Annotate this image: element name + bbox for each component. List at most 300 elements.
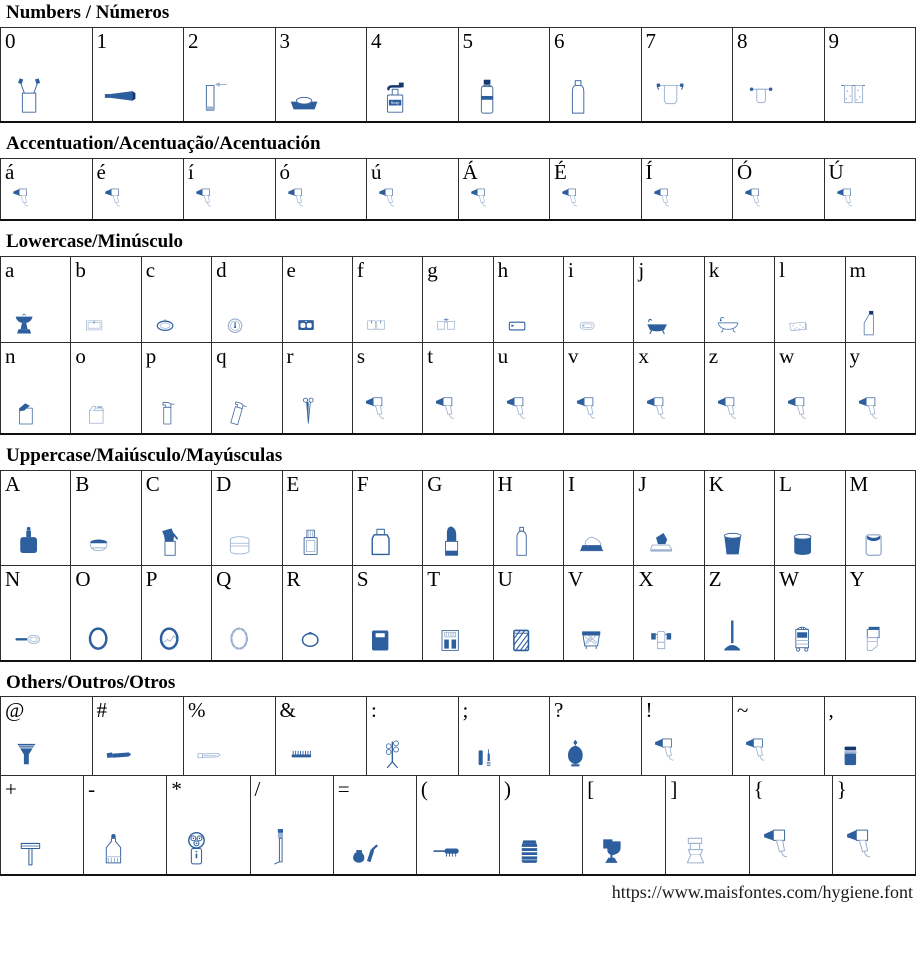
toilet-roll-holder-icon bbox=[643, 615, 679, 655]
glyph-cell bbox=[423, 256, 493, 342]
hand-mirror-icon bbox=[10, 615, 46, 655]
glyph-cell bbox=[564, 256, 634, 342]
glyph-cell bbox=[1, 470, 71, 565]
section-title-accentuation: Accentuation/Acentuação/Acentuación bbox=[6, 132, 321, 154]
glyph-cell bbox=[845, 342, 916, 434]
hair-dryer-icon bbox=[432, 393, 464, 428]
glyph-cell bbox=[458, 27, 550, 122]
glyph-cell bbox=[367, 158, 459, 220]
glyph-cell bbox=[733, 697, 825, 776]
glyph-char-label: L bbox=[779, 471, 792, 496]
glyph-char-label: d bbox=[216, 257, 227, 282]
glyph-char-label: ( bbox=[420, 777, 428, 802]
glyph-cell bbox=[184, 158, 276, 220]
glyph-cell bbox=[141, 565, 211, 661]
glyph-cell bbox=[212, 342, 282, 434]
double-sink-filled-icon bbox=[292, 306, 320, 337]
glyph-cell bbox=[1, 776, 84, 876]
hair-dryer-icon bbox=[193, 185, 219, 214]
glyph-char-label: / bbox=[254, 777, 261, 802]
glyph-cell bbox=[275, 697, 367, 776]
hair-dryer-icon bbox=[10, 185, 36, 214]
hair-dryer-icon bbox=[855, 393, 887, 428]
glyph-char-label: é bbox=[96, 159, 106, 184]
sections-root bbox=[0, 3, 916, 876]
glyph-cell bbox=[423, 342, 493, 434]
glyph-char-label: - bbox=[88, 777, 96, 802]
glyph-char-label: w bbox=[779, 343, 795, 368]
glyph-char-label: & bbox=[279, 698, 296, 723]
cleaning-cart-icon bbox=[784, 615, 820, 655]
glyph-char-label: I bbox=[568, 471, 575, 496]
glyph-cell bbox=[775, 565, 845, 661]
glyph-char-label: b bbox=[75, 257, 86, 282]
scale-solid-icon bbox=[362, 615, 398, 655]
glyph-cell bbox=[92, 158, 184, 220]
glyph-char-label: s bbox=[356, 343, 366, 368]
water-bottle-icon bbox=[468, 74, 506, 116]
glyph-char-label: ) bbox=[504, 777, 512, 802]
glyph-char-label: u bbox=[497, 343, 509, 368]
spray-bottle-icon bbox=[151, 393, 183, 428]
double-sink-outline-icon bbox=[362, 306, 390, 337]
towel-stand-icon bbox=[376, 734, 409, 770]
glyph-cell bbox=[634, 565, 704, 661]
glyph-cell bbox=[641, 697, 733, 776]
glyph-cell bbox=[775, 470, 845, 565]
glyph-char-label: Í bbox=[645, 159, 653, 184]
glyph-char-label: ! bbox=[645, 698, 653, 723]
section-accentuation bbox=[0, 134, 916, 221]
glyph-cell bbox=[1, 565, 71, 661]
glyph-cell bbox=[92, 27, 184, 122]
glyph-cell bbox=[493, 256, 563, 342]
glyph-char-label: V bbox=[568, 566, 584, 591]
glyph-char-label: l bbox=[779, 257, 785, 282]
glyph-cell bbox=[493, 470, 563, 565]
glyph-char-label: Q bbox=[216, 566, 232, 591]
glyph-cell bbox=[352, 565, 422, 661]
glyph-char-label: 9 bbox=[828, 28, 839, 53]
soap-dispenser-icon bbox=[376, 74, 414, 116]
glyph-cell bbox=[1, 697, 93, 776]
glyph-char-label: x bbox=[638, 343, 649, 368]
glyph-cell bbox=[212, 470, 282, 565]
glyph-table-uppercase-row2 bbox=[0, 565, 916, 662]
glyph-char-label: + bbox=[5, 777, 17, 802]
glyph-cell bbox=[352, 470, 422, 565]
glyph-cell bbox=[775, 256, 845, 342]
glyph-cell bbox=[641, 27, 733, 122]
glyph-char-label: W bbox=[779, 566, 799, 591]
glyph-char-label: h bbox=[497, 257, 509, 282]
scale-outline-icon bbox=[432, 615, 468, 655]
glyph-char-label: O bbox=[75, 566, 91, 591]
glyph-char-label: F bbox=[356, 471, 369, 496]
glyph-char-label: N bbox=[5, 566, 21, 591]
glyph-char-label: 3 bbox=[279, 28, 290, 53]
glyph-cell bbox=[250, 776, 333, 876]
toothpaste-tube-icon bbox=[102, 74, 140, 116]
glyph-cell bbox=[71, 565, 141, 661]
glyph-cell bbox=[84, 776, 167, 876]
cosmetic-jar-icon bbox=[834, 734, 867, 770]
funnel-icon bbox=[10, 734, 43, 770]
toilet-outline-icon bbox=[675, 824, 716, 869]
glyph-char-label: í bbox=[188, 159, 194, 184]
lotion-bottle-icon bbox=[362, 519, 399, 560]
sink-round-icon bbox=[221, 306, 249, 337]
glyph-char-label: 1 bbox=[96, 28, 107, 53]
hair-dryer-icon bbox=[643, 393, 675, 428]
glyph-cell bbox=[583, 776, 666, 876]
glyph-cell bbox=[352, 342, 422, 434]
perfume-outline-icon bbox=[292, 519, 329, 560]
glyph-cell bbox=[564, 342, 634, 434]
glyph-char-label: 8 bbox=[737, 28, 748, 53]
glyph-cell bbox=[458, 158, 550, 220]
glyph-table-lowercase-row2 bbox=[0, 342, 916, 435]
glyph-cell bbox=[367, 697, 459, 776]
glyph-cell bbox=[275, 27, 367, 122]
glyph-cell bbox=[550, 158, 642, 220]
glyph-cell bbox=[634, 342, 704, 434]
glyph-cell bbox=[71, 470, 141, 565]
trash-can-icon bbox=[855, 519, 892, 560]
glyph-cell bbox=[184, 697, 276, 776]
svg-text:Soap: Soap bbox=[390, 100, 400, 106]
glyph-char-label: j bbox=[638, 257, 645, 282]
glyph-char-label: = bbox=[337, 777, 350, 802]
glyph-cell bbox=[733, 27, 825, 122]
toothbrush-cup-icon bbox=[10, 74, 48, 116]
hair-dryer-icon bbox=[834, 185, 860, 214]
glyph-char-label: q bbox=[216, 343, 227, 368]
glyph-specimen-page bbox=[0, 3, 916, 903]
pedestal-sink-icon bbox=[10, 306, 38, 337]
glyph-char-label: 4 bbox=[371, 28, 382, 53]
double-sink-tap-icon bbox=[432, 306, 460, 337]
glyph-char-label: , bbox=[828, 698, 834, 723]
glyph-char-label: Ó bbox=[737, 159, 753, 184]
glyph-char-label: D bbox=[216, 471, 232, 496]
glyph-cell bbox=[749, 776, 832, 876]
glyph-char-label: B bbox=[75, 471, 90, 496]
hair-dryer-icon bbox=[714, 393, 746, 428]
glyph-cell bbox=[1, 158, 93, 220]
cream-tube-icon bbox=[151, 519, 188, 560]
glyph-char-label: 7 bbox=[645, 28, 656, 53]
glyph-char-label: Ú bbox=[828, 159, 844, 184]
glyph-cell bbox=[564, 565, 634, 661]
glyph-cell bbox=[493, 342, 563, 434]
glyph-cell bbox=[500, 776, 583, 876]
towel-rail-icon bbox=[651, 74, 689, 116]
glyph-cell bbox=[564, 470, 634, 565]
glyph-char-label: % bbox=[188, 698, 206, 723]
shave-bottle-icon bbox=[93, 824, 134, 869]
glyph-cell bbox=[141, 256, 211, 342]
glyph-cell bbox=[733, 158, 825, 220]
footer-url: https://www.maisfontes.com/hygiene.font bbox=[611, 882, 913, 903]
glyph-char-label: ú bbox=[371, 159, 382, 184]
glyph-cell bbox=[845, 565, 916, 661]
hair-dryer-icon bbox=[759, 824, 800, 869]
glyph-cell bbox=[275, 158, 367, 220]
glyph-char-label: K bbox=[708, 471, 724, 496]
razor-solid-icon bbox=[102, 734, 135, 770]
striped-jar-icon bbox=[509, 824, 550, 869]
section-title-others: Others/Outros/Otros bbox=[6, 671, 176, 693]
bottle-round-icon bbox=[559, 74, 597, 116]
glyph-char-label: M bbox=[849, 471, 869, 496]
sink-oval-icon bbox=[151, 306, 179, 337]
glyph-cell bbox=[634, 256, 704, 342]
shaving-set-icon bbox=[343, 824, 384, 869]
glyph-char-label: J bbox=[638, 471, 647, 496]
lipstick-icon bbox=[432, 519, 469, 560]
section-others bbox=[0, 673, 916, 877]
glyph-char-label: f bbox=[356, 257, 364, 282]
glyph-char-label: m bbox=[849, 257, 866, 282]
glyph-cell bbox=[458, 697, 550, 776]
glyph-char-label: 5 bbox=[462, 28, 473, 53]
glyph-cell bbox=[666, 776, 749, 876]
tissue-box-icon bbox=[573, 519, 610, 560]
glyph-cell bbox=[775, 342, 845, 434]
glyph-cell bbox=[167, 776, 250, 876]
scissors-icon bbox=[292, 393, 324, 428]
glyph-cell bbox=[824, 158, 916, 220]
glyph-char-label: A bbox=[5, 471, 21, 496]
glyph-char-label: T bbox=[427, 566, 441, 591]
mascara-set-icon bbox=[468, 734, 501, 770]
spray-bottle-tilted-icon bbox=[221, 393, 253, 428]
towel-rail-small-icon bbox=[742, 74, 780, 116]
mirror-oval-icon bbox=[80, 615, 116, 655]
glyph-cell bbox=[550, 697, 642, 776]
glyph-table-others-row1 bbox=[0, 696, 916, 776]
hair-dryer-icon bbox=[468, 185, 494, 214]
glyph-cell bbox=[282, 470, 352, 565]
razor-outline-icon bbox=[193, 734, 226, 770]
mirror-cracked-icon bbox=[151, 615, 187, 655]
glyph-char-label: k bbox=[708, 257, 720, 282]
tissue-box-flat-icon bbox=[643, 519, 680, 560]
bucket-cylinder-icon bbox=[784, 519, 821, 560]
hair-dryer-icon bbox=[503, 393, 535, 428]
toothpaste-vertical-icon bbox=[193, 74, 231, 116]
hair-dryer-icon bbox=[102, 185, 128, 214]
glyph-char-label: z bbox=[708, 343, 719, 368]
towel-pair-icon bbox=[834, 74, 872, 116]
glyph-char-label: n bbox=[5, 343, 16, 368]
detergent-bottle-icon bbox=[855, 306, 883, 337]
glyph-char-label: É bbox=[554, 159, 567, 184]
hair-dryer-icon bbox=[285, 185, 311, 214]
glyph-cell bbox=[845, 470, 916, 565]
plunger-icon bbox=[714, 615, 750, 655]
glyph-table-numbers-row1 bbox=[0, 27, 916, 123]
sponge-icon bbox=[784, 306, 812, 337]
bathtub-oval-icon bbox=[573, 306, 601, 337]
hair-dryer-icon bbox=[842, 824, 883, 869]
glyph-char-label: ; bbox=[462, 698, 469, 723]
glyph-cell bbox=[184, 27, 276, 122]
hamper-icon bbox=[503, 615, 539, 655]
glyph-char-label: á bbox=[5, 159, 15, 184]
cream-jar-wide-icon bbox=[221, 519, 258, 560]
glyph-cell bbox=[71, 256, 141, 342]
glyph-char-label: i bbox=[568, 257, 574, 282]
hair-dryer-icon bbox=[651, 734, 684, 770]
glyph-char-label: 6 bbox=[554, 28, 565, 53]
glyph-char-label: * bbox=[171, 777, 182, 802]
glyph-char-label: p bbox=[145, 343, 157, 368]
perfume-solid-icon bbox=[10, 519, 47, 560]
glyph-char-label: g bbox=[427, 257, 438, 282]
glyph-cell bbox=[416, 776, 499, 876]
powder-box-icon bbox=[10, 393, 42, 428]
glyph-table-others-row2 bbox=[0, 775, 916, 876]
glyph-char-label: v bbox=[568, 343, 579, 368]
glyph-char-label: P bbox=[145, 566, 158, 591]
glyph-cell bbox=[824, 27, 916, 122]
glyph-char-label: E bbox=[286, 471, 300, 496]
glyph-cell bbox=[493, 565, 563, 661]
glyph-table-accentuation-row1 bbox=[0, 158, 916, 221]
bathtub-rect-icon bbox=[503, 306, 531, 337]
glyph-cell bbox=[550, 27, 642, 122]
hairbrush-icon bbox=[426, 824, 467, 869]
glyph-char-label: U bbox=[497, 566, 513, 591]
glyph-char-label: R bbox=[286, 566, 301, 591]
glyph-char-label: ? bbox=[554, 698, 564, 723]
glyph-cell bbox=[141, 470, 211, 565]
mirror-ornate-icon bbox=[221, 615, 257, 655]
glyph-cell bbox=[352, 256, 422, 342]
glyph-cell bbox=[141, 342, 211, 434]
glyph-cell bbox=[824, 697, 916, 776]
glyph-table-uppercase-row1 bbox=[0, 470, 916, 566]
glyph-cell bbox=[212, 565, 282, 661]
clawfoot-tub-icon bbox=[714, 306, 742, 337]
glyph-cell bbox=[282, 256, 352, 342]
glyph-cell bbox=[282, 565, 352, 661]
toilet-solid-icon bbox=[592, 824, 633, 869]
electric-shaver-icon bbox=[176, 824, 217, 869]
glyph-char-label: # bbox=[96, 698, 107, 723]
hair-dryer-icon bbox=[362, 393, 394, 428]
bucket-tapered-icon bbox=[714, 519, 751, 560]
glyph-char-label: H bbox=[497, 471, 513, 496]
glyph-cell bbox=[282, 342, 352, 434]
glyph-char-label: : bbox=[371, 698, 377, 723]
glyph-cell bbox=[845, 256, 916, 342]
glyph-char-label: { bbox=[753, 777, 764, 802]
bottle-capped-icon bbox=[503, 519, 540, 560]
glyph-char-label: 0 bbox=[5, 28, 16, 53]
glyph-char-label: S bbox=[356, 566, 369, 591]
glyph-table-lowercase-row1 bbox=[0, 256, 916, 343]
glyph-char-label: ] bbox=[670, 777, 678, 802]
glyph-cell bbox=[704, 470, 774, 565]
laundry-basket-icon bbox=[573, 615, 609, 655]
glyph-cell bbox=[423, 565, 493, 661]
glyph-cell bbox=[704, 342, 774, 434]
glyph-cell bbox=[1, 27, 93, 122]
soap-dish-icon bbox=[285, 74, 323, 116]
hair-dryer-icon bbox=[742, 185, 768, 214]
hair-dryer-icon bbox=[376, 185, 402, 214]
sink-rect-icon bbox=[80, 306, 108, 337]
perfume-flask-icon bbox=[559, 734, 592, 770]
glyph-cell bbox=[92, 697, 184, 776]
glyph-char-label: y bbox=[849, 343, 860, 368]
toothbrush-icon bbox=[260, 824, 301, 869]
glyph-char-label: X bbox=[638, 566, 654, 591]
comb-icon bbox=[285, 734, 318, 770]
hair-dryer-icon bbox=[559, 185, 585, 214]
mirror-round-icon bbox=[292, 615, 328, 655]
section-title-lowercase: Lowercase/Minúsculo bbox=[6, 230, 183, 252]
bathtub-filled-icon bbox=[643, 306, 671, 337]
glyph-cell bbox=[704, 565, 774, 661]
glyph-char-label: Y bbox=[849, 566, 865, 591]
glyph-char-label: ó bbox=[279, 159, 290, 184]
glyph-cell bbox=[423, 470, 493, 565]
glyph-char-label: ~ bbox=[737, 698, 749, 723]
glyph-char-label: G bbox=[427, 471, 443, 496]
glyph-cell bbox=[1, 256, 71, 342]
glyph-cell bbox=[333, 776, 416, 876]
glyph-char-label: Á bbox=[462, 159, 478, 184]
glyph-cell bbox=[212, 256, 282, 342]
section-title-numbers: Numbers / Números bbox=[6, 2, 170, 23]
glyph-cell bbox=[704, 256, 774, 342]
cleaning-box-icon bbox=[80, 393, 112, 428]
glyph-char-label: t bbox=[427, 343, 434, 368]
glyph-char-label: c bbox=[145, 257, 156, 282]
cream-jar-icon bbox=[80, 519, 117, 560]
glyph-char-label: [ bbox=[587, 777, 595, 802]
glyph-char-label: a bbox=[5, 257, 15, 282]
section-uppercase bbox=[0, 446, 916, 662]
section-numbers bbox=[0, 3, 916, 123]
glyph-char-label: e bbox=[286, 257, 296, 282]
hair-dryer-icon bbox=[784, 393, 816, 428]
glyph-char-label: o bbox=[75, 343, 86, 368]
glyph-char-label: } bbox=[836, 777, 847, 802]
hair-dryer-icon bbox=[651, 185, 677, 214]
section-lowercase bbox=[0, 232, 916, 435]
towel-dispenser-icon bbox=[855, 615, 891, 655]
hair-dryer-icon bbox=[573, 393, 605, 428]
glyph-cell bbox=[71, 342, 141, 434]
glyph-char-label: 2 bbox=[188, 28, 199, 53]
glyph-char-label: C bbox=[145, 471, 160, 496]
glyph-char-label: @ bbox=[5, 698, 25, 723]
safety-razor-icon bbox=[10, 824, 51, 869]
glyph-char-label: r bbox=[286, 343, 294, 368]
glyph-cell bbox=[634, 470, 704, 565]
glyph-cell bbox=[1, 342, 71, 434]
glyph-char-label: Z bbox=[708, 566, 722, 591]
glyph-cell bbox=[367, 27, 459, 122]
section-title-uppercase: Uppercase/Maiúsculo/Mayúsculas bbox=[6, 444, 283, 466]
glyph-cell bbox=[641, 158, 733, 220]
glyph-cell bbox=[832, 776, 915, 876]
